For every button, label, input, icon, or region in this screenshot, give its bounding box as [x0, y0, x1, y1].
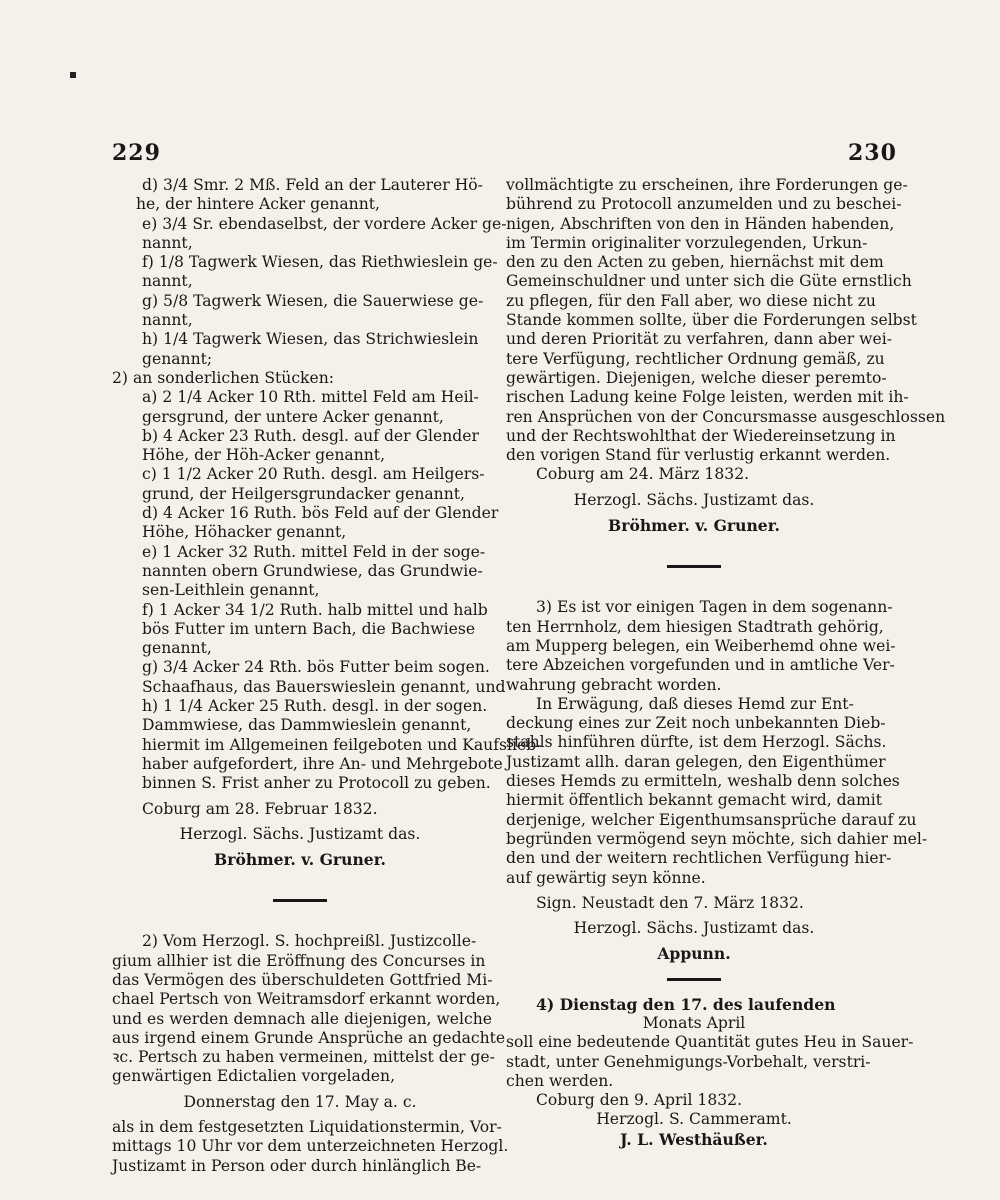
list-line: nannt, [142, 272, 193, 291]
text-line: als in dem festgesetzten Liquidationstermin, Vor- [112, 1118, 502, 1137]
text-line: Stande kommen sollte, über die Forderungen selbst [506, 311, 917, 330]
notice-3-text [506, 598, 896, 694]
list-line: f) 1/8 Tagwerk Wiesen, das Riethwieslein ge- [142, 253, 498, 272]
text-line: In Erwägung, daß dieses Hemd zur Ent- [536, 694, 854, 713]
text-line: rischen Ladung keine Folge leisten, werden mit ih- [506, 388, 909, 407]
notice-office: Herzogl. Sächs. Justizamt das. [573, 490, 815, 509]
text-line: den vorigen Stand für verlustig erkannt werden. [506, 446, 891, 465]
section-heading: 2) an sonderlichen Stücken: [112, 368, 335, 387]
list-line: Dammwiese, das Dammwieslein genannt, [142, 716, 472, 735]
page-number-right: 230 [848, 140, 897, 166]
list-line: bös Futter im untern Bach, die Bachwiese [142, 619, 476, 638]
text-line: aus irgend einem Grunde Ansprüche an gedachte [112, 1028, 506, 1047]
text-line: mittags 10 Uhr vor dem unterzeichneten Herzogl. [112, 1137, 509, 1156]
text-line: Justizamt in Person oder durch hinlänglich Be- [112, 1156, 482, 1175]
notice-2-continuation [506, 176, 946, 465]
list-line: b) 4 Acker 23 Ruth. desgl. auf der Glender [142, 426, 479, 445]
notice-4-heading-month: Monats April [642, 1013, 746, 1032]
text-line: auf gewärtig seyn könne. [506, 868, 706, 887]
text-line: chen werden. [506, 1071, 614, 1090]
text-line: Justizamt allh. daran gelegen, den Eigenthümer [506, 752, 886, 771]
list-line: sen-Leithlein genannt, [142, 581, 320, 600]
list-line: he, der hintere Acker genannt, [136, 195, 380, 214]
list-line: c) 1 1/2 Acker 20 Ruth. desgl. am Heilgers- [142, 465, 485, 484]
left-column [112, 176, 542, 1176]
notice-date: Coburg am 24. März 1832. [536, 465, 750, 484]
text-line: den zu den Acten zu geben, hiernächst mit dem [506, 253, 884, 272]
notice-signatures: Bröhmer. v. Gruner. [608, 516, 780, 536]
notice-office: Herzogl. Sächs. Justizamt das. [573, 919, 815, 938]
notice-date: Coburg den 9. April 1832. [536, 1091, 743, 1110]
text-line: Gemeinschuldner und unter sich die Güte ernstlich [506, 272, 912, 291]
text-line: und deren Priorität zu verfahren, dann aber wei- [506, 330, 892, 349]
notice-office: Herzogl. S. Cammeramt. [596, 1110, 792, 1129]
list-line: nannt, [142, 233, 193, 252]
list-line: gersgrund, der untere Acker genannt, [142, 407, 444, 426]
list-line: e) 1 Acker 32 Ruth. mittel Feld in der soge- [142, 542, 486, 561]
notice-3-text-2 [506, 694, 928, 888]
notice-2-text-cont [112, 1118, 509, 1176]
list-line: g) 3/4 Acker 24 Rth. bös Futter beim sogen. [142, 658, 490, 677]
text-line: vollmächtigte zu erscheinen, ihre Forderungen ge- [506, 176, 908, 194]
text-line: gewärtigen. Diejenigen, welche dieser peremto- [506, 368, 887, 387]
section-divider [667, 978, 721, 981]
text-line: am Mupperg belegen, ein Weiberhemd ohne wei- [506, 636, 896, 655]
list-line: grund, der Heilgersgrundacker genannt, [142, 484, 465, 503]
notice-4-text [506, 1033, 914, 1091]
notice-date: Sign. Neustadt den 7. März 1832. [536, 893, 804, 912]
text-line: genwärtigen Edictalien vorgeladen, [112, 1067, 396, 1086]
text-line: 2) Vom Herzogl. S. hochpreißl. Justizcolle- [142, 932, 477, 951]
notice-office: Herzogl. Sächs. Justizamt das. [179, 824, 421, 843]
list-line: haber aufgefordert, ihre An- und Mehrgebote [142, 754, 503, 773]
text-line: bührend zu Protocoll anzumelden und zu beschei- [506, 195, 902, 214]
list-line: e) 3/4 Sr. ebendaselbst, der vordere Acker ge- [142, 214, 507, 233]
print-mark [70, 72, 76, 78]
list-line: h) 1/4 Tagwerk Wiesen, das Strichwieslein [142, 330, 479, 349]
text-line: zu pflegen, für den Fall aber, wo diese nicht zu [506, 291, 876, 310]
section-divider [667, 565, 721, 568]
text-line: und es werden demnach alle diejenigen, welche [112, 1009, 493, 1028]
text-line: begründen vermögend seyn möchte, sich dahier mel- [506, 829, 928, 848]
text-line: den und der weitern rechtlichen Verfügung hier- [506, 849, 892, 868]
property-list-continuation [112, 176, 507, 369]
notice-2-text [112, 932, 506, 1086]
section-2-items [112, 388, 542, 793]
text-line: 3) Es ist vor einigen Tagen in dem sogenann- [536, 598, 893, 617]
text-line: derjenige, welcher Eigenthumsansprüche darauf zu [506, 810, 917, 829]
list-line: f) 1 Acker 34 1/2 Ruth. halb mittel und halb [142, 600, 488, 619]
list-line: Höhe, der Höh-Acker genannt, [142, 446, 386, 465]
page-number-left: 229 [112, 140, 161, 166]
list-line: nannten obern Grundwiese, das Grundwie- [142, 561, 483, 580]
list-line: hiermit im Allgemeinen feilgeboten und Kaufslieb- [142, 735, 542, 754]
notice-date: Coburg am 28. Februar 1832. [142, 799, 378, 818]
text-line: ꝛc. Pertsch zu haben vermeinen, mittelst der ge- [112, 1048, 495, 1067]
text-line: soll eine bedeutende Quantität gutes Heu in Sauer- [506, 1033, 914, 1052]
text-line: tere Verfügung, rechtlicher Ordnung gemäß, zu [506, 349, 885, 368]
text-line: dieses Hemds zu ermitteln, weshalb denn solches [506, 772, 900, 791]
notice-signature: Appunn. [657, 944, 731, 964]
text-line: das Vermögen des überschuldeten Gottfried Mi- [112, 970, 493, 989]
text-line: tere Abzeichen vorgefunden und in amtliche Ver- [506, 656, 895, 675]
notice-signature: J. L. Westhäußer. [620, 1129, 768, 1149]
text-line: nigen, Abschriften von den in Händen habenden, [506, 214, 895, 233]
list-line: genannt; [142, 349, 213, 368]
notice-4-heading: 4) Dienstag den 17. des laufenden [536, 994, 836, 1014]
text-line: stadt, unter Genehmigungs-Vorbehalt, verstri- [506, 1052, 871, 1071]
termin-date: Donnerstag den 17. May a. c. [183, 1092, 417, 1111]
list-line: nannt, [142, 311, 193, 330]
section-divider [273, 899, 327, 902]
text-line: und der Rechtswohlthat der Wiedereinsetzung in [506, 426, 896, 445]
text-line: ren Ansprüchen von der Concursmasse ausgeschlossen [506, 407, 946, 426]
list-line: Schaafhaus, das Bauerswieslein genannt, und [142, 677, 506, 696]
list-line: g) 5/8 Tagwerk Wiesen, die Sauerwiese ge- [142, 291, 484, 310]
list-line: d) 4 Acker 16 Ruth. bös Feld auf der Glender [142, 504, 499, 523]
list-line: a) 2 1/4 Acker 10 Rth. mittel Feld am Heil- [142, 388, 479, 407]
text-line: hiermit öffentlich bekannt gemacht wird, damit [506, 791, 882, 810]
right-column [506, 176, 946, 1149]
text-line: deckung eines zur Zeit noch unbekannten Dieb- [506, 714, 886, 733]
list-line: genannt, [142, 639, 212, 658]
text-line: chael Pertsch von Weitramsdorf erkannt worden, [112, 990, 501, 1009]
notice-signatures: Bröhmer. v. Gruner. [214, 850, 386, 870]
text-line: gium allhier ist die Eröffnung des Concurses in [112, 951, 486, 970]
list-line: binnen S. Frist anher zu Protocoll zu geben. [142, 774, 491, 793]
text-line: wahrung gebracht worden. [506, 675, 722, 694]
text-line: im Termin originaliter vorzulegenden, Urkun- [506, 233, 868, 252]
text-line: stahls hinführen dürfte, ist dem Herzogl. Sächs. [506, 733, 887, 752]
list-line: Höhe, Höhacker genannt, [142, 523, 347, 542]
text-line: ten Herrnholz, dem hiesigen Stadtrath gehörig, [506, 617, 884, 636]
list-line: d) 3/4 Smr. 2 Mß. Feld an der Lauterer Hö- [142, 176, 483, 194]
list-line: h) 1 1/4 Acker 25 Ruth. desgl. in der sogen. [142, 697, 488, 716]
